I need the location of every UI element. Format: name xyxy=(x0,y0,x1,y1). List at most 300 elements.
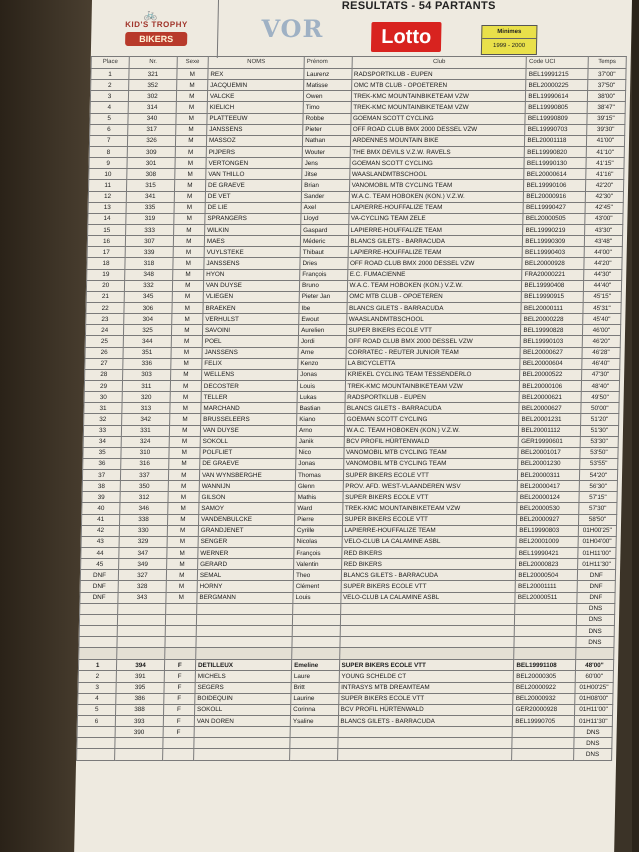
cell-club xyxy=(340,614,515,625)
cell-name: TELLER xyxy=(201,392,297,403)
cell-sex: M xyxy=(170,358,201,369)
cell-club: OMC MTB CLUB - OPOETEREN xyxy=(347,291,522,302)
cell-time: 46'40" xyxy=(581,358,620,369)
cell-first: Laure xyxy=(291,671,339,682)
cell-nr: 311 xyxy=(123,380,171,391)
cell-uci: BEL19990408 xyxy=(522,280,584,291)
cell-first: Glenn xyxy=(295,481,343,492)
col-place-header: Place xyxy=(91,57,129,69)
table-row xyxy=(84,392,619,403)
cell-time: 54'20" xyxy=(579,470,618,481)
cell-sex: M xyxy=(168,470,199,481)
cell-place xyxy=(77,738,115,749)
cell-nr: 388 xyxy=(116,704,164,715)
cell-first: Ibe xyxy=(299,302,347,313)
cell-uci: BEL20001112 xyxy=(519,425,581,436)
cell-time: 44'00" xyxy=(584,247,623,258)
cell-time: DNS xyxy=(574,738,613,749)
cell-club: SUPER BIKERS ECOLE VTT xyxy=(343,470,518,481)
cell-first xyxy=(292,637,340,648)
cell-first: Britt xyxy=(291,682,339,693)
cell-name: DECOSTER xyxy=(201,380,297,391)
cell-sex: M xyxy=(166,581,197,592)
cell-place: 17 xyxy=(87,247,125,258)
cell-sex xyxy=(162,749,193,760)
cell-club: LAPIERRE-HOUFFALIZE TEAM xyxy=(348,247,523,258)
cell-first xyxy=(293,603,341,614)
cell-first: Pierre xyxy=(295,514,343,525)
cell-nr: 313 xyxy=(122,403,170,414)
cell-sex: M xyxy=(169,414,200,425)
cell-first xyxy=(292,614,340,625)
table-header-row xyxy=(91,57,626,69)
cell-name: DE GRAEVE xyxy=(205,180,301,191)
cell-club: BLANCS GILETS - BARRACUDA xyxy=(338,716,513,727)
cell-name: WERNER xyxy=(198,548,294,559)
table-row xyxy=(82,503,617,514)
cell-sex xyxy=(165,637,196,648)
cell-uci: BEL19990309 xyxy=(523,236,585,247)
cell-sex: M xyxy=(169,436,200,447)
cell-nr: 394 xyxy=(117,660,165,671)
cell-place: 30 xyxy=(84,392,122,403)
cell-uci: BEL20000305 xyxy=(514,671,576,682)
table-row xyxy=(86,280,621,291)
cell-name: VERTONGEN xyxy=(206,158,302,169)
cell-place: 12 xyxy=(88,191,126,202)
cell-first: Jonas xyxy=(298,369,346,380)
table-row xyxy=(85,369,620,380)
cell-club: TREK-KMC MOUNTAINBIKETEAM VZW xyxy=(342,503,517,514)
cell-nr: 345 xyxy=(124,291,172,302)
cell-place: DNF xyxy=(80,570,118,581)
cell-first: Louis xyxy=(293,592,341,603)
cell-uci: BEL20000504 xyxy=(516,570,578,581)
category-label: Minimes xyxy=(482,26,536,39)
table-row xyxy=(81,548,616,559)
cell-club: LAPIERRE-HOUFFALIZE TEAM xyxy=(348,224,523,235)
cell-name: PIJPERS xyxy=(206,146,302,157)
table-row xyxy=(79,614,614,625)
cell-uci xyxy=(515,626,577,637)
cell-club: TREK-KMC MOUNTAINBIKETEAM VZW xyxy=(345,380,520,391)
cell-uci: BEL20001118 xyxy=(525,135,587,146)
table-row xyxy=(88,213,623,224)
cell-uci: BEL19990421 xyxy=(516,548,578,559)
cell-nr: 330 xyxy=(119,525,167,536)
table-row xyxy=(87,247,622,258)
cell-place: 4 xyxy=(78,693,116,704)
cell-sex xyxy=(165,626,196,637)
cell-sex xyxy=(165,603,196,614)
cell-club: SUPER BIKERS ECOLE VTT xyxy=(342,514,517,525)
cell-nr: 335 xyxy=(126,202,174,213)
cell-sex: M xyxy=(166,548,197,559)
cell-first: Corinna xyxy=(291,704,339,715)
cell-uci: BEL20000417 xyxy=(518,481,580,492)
cell-name xyxy=(194,749,290,760)
cell-club: BLANCS GILETS - BARRACUDA xyxy=(341,570,516,581)
cell-name: VERHULST xyxy=(203,314,299,325)
gap-cell xyxy=(292,648,340,660)
cell-first: Emeline xyxy=(291,660,339,671)
cell-nr: 350 xyxy=(120,481,168,492)
cell-first: Nicolas xyxy=(294,536,342,547)
cell-club: TREK-KMC MOUNTAINBIKETEAM VZW xyxy=(351,91,526,102)
cell-place: 21 xyxy=(86,291,124,302)
cell-nr: 312 xyxy=(120,492,168,503)
cell-name: FELIX xyxy=(202,358,298,369)
cell-name: DE GRAEVE xyxy=(200,458,296,469)
cell-nr xyxy=(118,603,166,614)
cell-first: Sander xyxy=(301,191,349,202)
col-sex-header: Sexe xyxy=(177,57,209,69)
table-row xyxy=(80,570,615,581)
cell-name: JANSSENS xyxy=(204,258,300,269)
cell-sex: M xyxy=(171,325,202,336)
cell-place: 25 xyxy=(85,336,123,347)
cell-name: GERARD xyxy=(198,559,294,570)
cell-club: VANOMOBIL MTB CYCLING TEAM xyxy=(343,447,518,458)
cell-place: 2 xyxy=(91,80,129,91)
col-first-header: Prénom xyxy=(304,57,352,69)
cell-club: LAPIERRE-HOUFFALIZE TEAM xyxy=(342,525,517,536)
cell-first: Jens xyxy=(302,158,350,169)
cell-uci: GER20000928 xyxy=(513,704,575,715)
cell-name: BERGMANN xyxy=(197,592,293,603)
cell-uci: BEL19990427 xyxy=(523,202,585,213)
cell-place: 19 xyxy=(87,269,125,280)
cell-sex: M xyxy=(174,202,205,213)
cell-place: 40 xyxy=(82,503,120,514)
cell-name: SEGERS xyxy=(195,682,291,693)
cell-club: OFF ROAD CLUB BMX 2000 DESSEL VZW xyxy=(347,258,522,269)
cell-time: DNF xyxy=(577,570,616,581)
table-row xyxy=(89,146,624,157)
cell-place xyxy=(79,614,117,625)
cell-club: RED BIKERS xyxy=(341,548,516,559)
table-row xyxy=(88,180,623,191)
vor-logo: VOR xyxy=(261,14,324,43)
cell-time: 46'28" xyxy=(582,347,621,358)
cell-name: VALCKE xyxy=(207,91,303,102)
cell-place: 3 xyxy=(90,91,128,102)
cell-sex: F xyxy=(163,704,194,715)
cell-name: REX xyxy=(208,69,304,80)
cell-uci: BEL20001230 xyxy=(518,458,580,469)
cell-time: 41'10" xyxy=(586,146,625,157)
cell-nr: 328 xyxy=(118,581,166,592)
cell-place: 4 xyxy=(90,102,128,113)
cell-place: 6 xyxy=(77,716,115,727)
cell-name: VAN DUYSE xyxy=(203,280,299,291)
cell-nr: 339 xyxy=(125,247,173,258)
table-row xyxy=(81,525,616,536)
cell-first: Thibaut xyxy=(300,247,348,258)
cell-time: 38'47" xyxy=(587,102,626,113)
cell-sex: M xyxy=(167,503,198,514)
cell-sex: M xyxy=(168,481,199,492)
cell-time: DNS xyxy=(576,603,615,614)
cell-time: 47'30" xyxy=(581,369,620,380)
cell-first: Lloyd xyxy=(301,213,349,224)
cell-uci: BEL20001111 xyxy=(515,581,577,592)
cell-place: 6 xyxy=(90,124,128,135)
cell-sex xyxy=(162,738,193,749)
cell-first: Ewout xyxy=(299,314,347,325)
cell-club: OMC MTB CLUB - OPOETEREN xyxy=(351,80,526,91)
cell-name xyxy=(194,738,290,749)
cell-nr: 390 xyxy=(115,727,163,738)
cell-time: 01H11'30" xyxy=(577,559,616,570)
table-row xyxy=(87,258,622,269)
cell-first: Dries xyxy=(300,258,348,269)
cell-time: 53'50" xyxy=(580,447,619,458)
cell-time: 51'20" xyxy=(580,414,619,425)
cell-club: WAASLANDMTBSCHOOL xyxy=(346,314,521,325)
cell-club: VANOMOBIL MTB CYCLING TEAM xyxy=(343,458,518,469)
cell-sex: M xyxy=(172,280,203,291)
cell-sex: M xyxy=(173,224,204,235)
cell-uci: BEL20000916 xyxy=(524,191,586,202)
cell-sex: M xyxy=(167,536,198,547)
cell-place: 10 xyxy=(89,169,127,180)
cell-club: LA BICYCLETTA xyxy=(345,358,520,369)
cell-place: 22 xyxy=(86,302,124,313)
cell-first: Jonas xyxy=(296,458,344,469)
cell-nr: 338 xyxy=(120,514,168,525)
cell-nr: 391 xyxy=(116,671,164,682)
cell-place xyxy=(79,637,117,648)
cell-first: Ward xyxy=(295,503,343,514)
cell-time: 48'00" xyxy=(575,660,614,671)
table-row xyxy=(80,592,615,603)
col-nr-header: Nr. xyxy=(129,57,177,69)
cell-nr: 341 xyxy=(126,191,174,202)
cell-name: DETILLEUX xyxy=(195,660,291,671)
cell-uci: BEL20000505 xyxy=(523,213,585,224)
cell-club: OFF ROAD CLUB BMX 2000 DESSEL VZW xyxy=(350,124,525,135)
cell-name: GRANDJENET xyxy=(198,525,294,536)
cell-time: 44'30" xyxy=(583,269,622,280)
cell-first: Jitse xyxy=(302,169,350,180)
cell-sex: F xyxy=(163,727,194,738)
cell-sex: M xyxy=(173,247,204,258)
cell-first: Lukas xyxy=(297,392,345,403)
cell-sex: M xyxy=(176,102,207,113)
table-row xyxy=(83,458,618,469)
cell-place: 14 xyxy=(88,213,126,224)
cell-uci: BEL20000106 xyxy=(520,380,582,391)
cell-nr: 336 xyxy=(123,358,171,369)
cell-name xyxy=(197,603,293,614)
table-row xyxy=(86,302,621,313)
gap-cell xyxy=(164,648,196,660)
cell-nr: 386 xyxy=(116,693,164,704)
cell-club: SUPER BIKERS ECOLE VTT xyxy=(342,492,517,503)
cell-time: 56'30" xyxy=(579,481,618,492)
cell-sex: M xyxy=(166,559,197,570)
cell-sex: M xyxy=(172,291,203,302)
cell-uci: BEL20000621 xyxy=(519,392,581,403)
table-row xyxy=(89,135,624,146)
cell-club: INTRASYS MTB DREAMTEAM xyxy=(338,682,513,693)
cell-uci: BEL19990915 xyxy=(522,291,584,302)
cell-uci: BEL19990828 xyxy=(521,325,583,336)
cell-time: 41'16" xyxy=(585,169,624,180)
table-row xyxy=(91,80,626,91)
table-row xyxy=(80,581,615,592)
table-row xyxy=(85,336,620,347)
cell-time: 01H11'00" xyxy=(574,704,613,715)
cell-first: François xyxy=(294,548,342,559)
cell-name: VUYLSTEKE xyxy=(204,247,300,258)
table-row xyxy=(83,447,618,458)
cell-nr: 332 xyxy=(125,280,173,291)
cell-sex: M xyxy=(173,213,204,224)
cell-uci: FRA20000221 xyxy=(522,269,584,280)
cell-time: 01H11'00" xyxy=(578,548,617,559)
kids-trophy-logo-bottom: BIKERS xyxy=(125,32,187,46)
cell-name: DE LIE xyxy=(205,202,301,213)
cell-nr: 348 xyxy=(125,269,173,280)
cell-name: WILKIN xyxy=(205,224,301,235)
cell-nr: 303 xyxy=(123,369,171,380)
cell-name: MARCHAND xyxy=(201,403,297,414)
cell-nr: 318 xyxy=(125,258,173,269)
table-row xyxy=(78,704,613,715)
cell-place: 35 xyxy=(83,447,121,458)
cell-name: VAN DOREN xyxy=(194,716,290,727)
cell-sex: M xyxy=(166,570,197,581)
table-row xyxy=(88,202,623,213)
cell-name: BRAEKEN xyxy=(203,302,299,313)
table-row xyxy=(82,481,617,492)
cell-sex: M xyxy=(176,113,207,124)
cell-place: 15 xyxy=(88,224,126,235)
table-row xyxy=(85,358,620,369)
cell-club: W.A.C. TEAM HOBOKEN (KON.) V.Z.W. xyxy=(347,280,522,291)
cell-first: Cyrille xyxy=(294,525,342,536)
cell-sex: M xyxy=(167,525,198,536)
kids-trophy-logo-top: KID'S TROPHY xyxy=(125,20,188,29)
cell-club: VELO-CLUB LA CALAMINE ASBL xyxy=(340,592,515,603)
cell-uci: BEL20000927 xyxy=(517,514,579,525)
cell-first: Bruno xyxy=(299,280,347,291)
cell-time: 01H11'30" xyxy=(574,716,613,727)
cell-uci: BEL20000124 xyxy=(517,492,579,503)
table-row xyxy=(84,380,619,391)
cell-nr: 347 xyxy=(119,548,167,559)
table-row xyxy=(77,716,612,727)
cell-uci: GER19990601 xyxy=(518,436,580,447)
cell-time: 44'20" xyxy=(584,258,623,269)
cell-sex: M xyxy=(175,124,206,135)
cell-sex: M xyxy=(176,80,207,91)
cell-first: Arno xyxy=(296,425,344,436)
cell-time: 41'15" xyxy=(586,158,625,169)
cell-club: BLANCS GILETS - BARRACUDA xyxy=(348,236,523,247)
cell-time: 45'15" xyxy=(583,291,622,302)
cell-name: JANSSENS xyxy=(202,347,298,358)
cell-club: CORRATEC - REUTER JUNIOR TEAM xyxy=(346,347,521,358)
cell-first: Matisse xyxy=(304,80,352,91)
cell-sex: M xyxy=(166,592,197,603)
cell-club: W.A.C. TEAM HOBOKEN (KON.) V.Z.W. xyxy=(344,425,519,436)
cell-first: Méderic xyxy=(300,236,348,247)
cell-club: BCV PROFIL HÜRTENWALD xyxy=(344,436,519,447)
cell-nr xyxy=(118,614,166,625)
cell-time: DNS xyxy=(576,626,615,637)
cell-uci: BEL20000530 xyxy=(517,503,579,514)
col-time-header: Temps xyxy=(588,57,627,69)
cell-nr: 340 xyxy=(128,113,176,124)
table-row xyxy=(88,224,623,235)
cell-name: JACQUEMIN xyxy=(208,80,304,91)
table-row xyxy=(90,124,625,135)
cell-uci xyxy=(512,727,574,738)
cell-nr: 333 xyxy=(126,224,174,235)
cell-uci: BEL19990219 xyxy=(523,224,585,235)
cell-time: 37'00" xyxy=(588,69,627,80)
cell-sex: M xyxy=(167,514,198,525)
cell-nr: 307 xyxy=(126,236,174,247)
cell-uci: BEL20001009 xyxy=(516,536,578,547)
table-row xyxy=(83,436,618,447)
cell-club: SUPER BIKERS ECOLE VTT xyxy=(346,325,521,336)
cell-name: WANNIJN xyxy=(199,481,295,492)
cell-place: DNF xyxy=(80,581,118,592)
cell-uci: BEL20000604 xyxy=(520,358,582,369)
cell-uci: BEL19990103 xyxy=(521,336,583,347)
cell-sex: M xyxy=(168,492,199,503)
cell-place: 39 xyxy=(82,492,120,503)
cell-time: 43'48" xyxy=(584,236,623,247)
table-row xyxy=(89,169,624,180)
cell-first: Mathis xyxy=(295,492,343,503)
gap-cell xyxy=(196,648,292,660)
cell-time: 01H08'00" xyxy=(574,693,613,704)
cell-sex: F xyxy=(164,671,195,682)
cell-first: Theo xyxy=(293,570,341,581)
cell-nr: 342 xyxy=(122,414,170,425)
cell-name: SOKOLL xyxy=(200,436,296,447)
cell-time: 39'30" xyxy=(586,124,625,135)
cell-name: HYON xyxy=(204,269,300,280)
cell-club: GOEMAN SCOTT CYCLING xyxy=(350,113,525,124)
cell-uci: BEL19990705 xyxy=(513,716,575,727)
cell-nr: 324 xyxy=(121,436,169,447)
lotto-logo: Lotto xyxy=(371,22,442,52)
table-row xyxy=(89,158,624,169)
category-box xyxy=(481,25,538,55)
cell-nr: 331 xyxy=(122,425,170,436)
cell-uci: BEL19991215 xyxy=(526,69,588,80)
table-row xyxy=(82,492,617,503)
cell-first: Laurine xyxy=(291,693,339,704)
cell-time: 42'30" xyxy=(585,191,624,202)
cell-club: GOEMAN SCOTT CYCLING xyxy=(349,158,524,169)
cell-uci: BEL19990130 xyxy=(524,158,586,169)
cell-name: POLFLIET xyxy=(200,447,296,458)
table-row xyxy=(85,347,620,358)
cell-club: W.A.C. TEAM HOBOKEN (KON.) V.Z.W. xyxy=(349,191,524,202)
cell-name: KIELICH xyxy=(207,102,303,113)
cell-uci: BEL20000111 xyxy=(521,302,583,313)
cell-nr: 301 xyxy=(127,158,175,169)
cell-time: 39'15" xyxy=(587,113,626,124)
cell-place: 43 xyxy=(81,536,119,547)
